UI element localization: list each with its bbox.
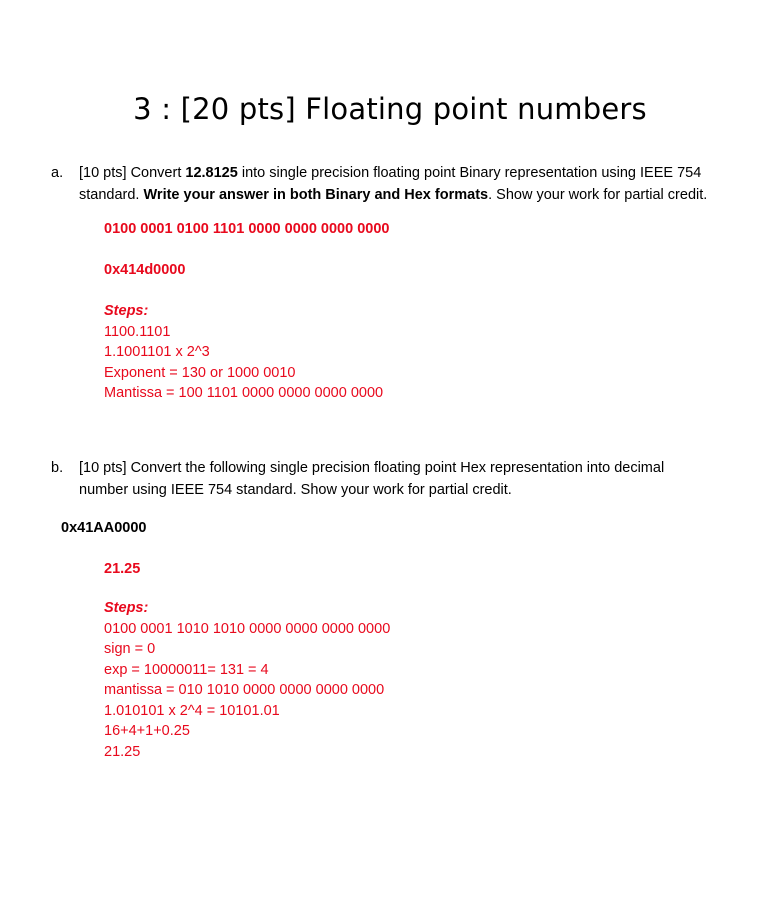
step-line: 16+4+1+0.25: [104, 723, 190, 739]
step-line: 0100 0001 1010 1010 0000 0000 0000 0000: [104, 620, 391, 637]
step-line: 1.010101 x 2^4 = 10101.01: [104, 702, 280, 719]
question-b: [51, 457, 759, 501]
page-title: 3 : [20 pts] Floating point numbers: [133, 92, 647, 126]
step-line: mantissa = 010 1010 0000 0000 0000 0000: [104, 682, 385, 698]
step-line: 1.1001101 x 2^3: [104, 344, 210, 360]
question-a-emphasis: Write your answer in both Binary and Hex formats: [143, 187, 489, 203]
step-line: 21.25: [104, 743, 141, 760]
binary-answer: 0100 0001 0100 1101 0000 0000 0000 0000: [104, 221, 390, 237]
step-line: exp = 10000011= 131 = 4: [104, 661, 269, 678]
hex-answer: 0x414d0000: [104, 262, 186, 278]
question-a: [51, 162, 759, 206]
question-a-number: 12.8125: [185, 165, 238, 181]
question-a-label: a.: [51, 165, 64, 181]
step-line: Mantissa = 100 1101 0000 0000 0000 0000: [104, 385, 384, 401]
question-a-text: . Show your work for partial credit.: [488, 187, 708, 203]
question-b-text: [10 pts] Convert the following single precision floating point Hex representation into decimal: [79, 460, 665, 476]
steps-a-heading: Steps:: [104, 303, 149, 319]
step-line: sign = 0: [104, 641, 156, 657]
question-b-text: number using IEEE 754 standard. Show your work for partial credit.: [79, 482, 512, 498]
steps-a: [104, 301, 383, 404]
step-line: 1100.1101: [104, 323, 171, 340]
decimal-answer: 21.25: [104, 561, 141, 577]
step-line: Exponent = 130 or 1000 0010: [104, 364, 296, 381]
question-a-text: into single precision floating point Binary representation using IEEE 754: [237, 165, 702, 181]
given-hex: 0x41AA0000: [61, 520, 147, 536]
question-a-text: standard.: [79, 187, 144, 203]
question-a-text: [10 pts] Convert: [79, 165, 186, 181]
question-b-label: b.: [51, 460, 64, 476]
steps-b: [104, 598, 390, 762]
steps-b-heading: Steps:: [104, 600, 149, 616]
